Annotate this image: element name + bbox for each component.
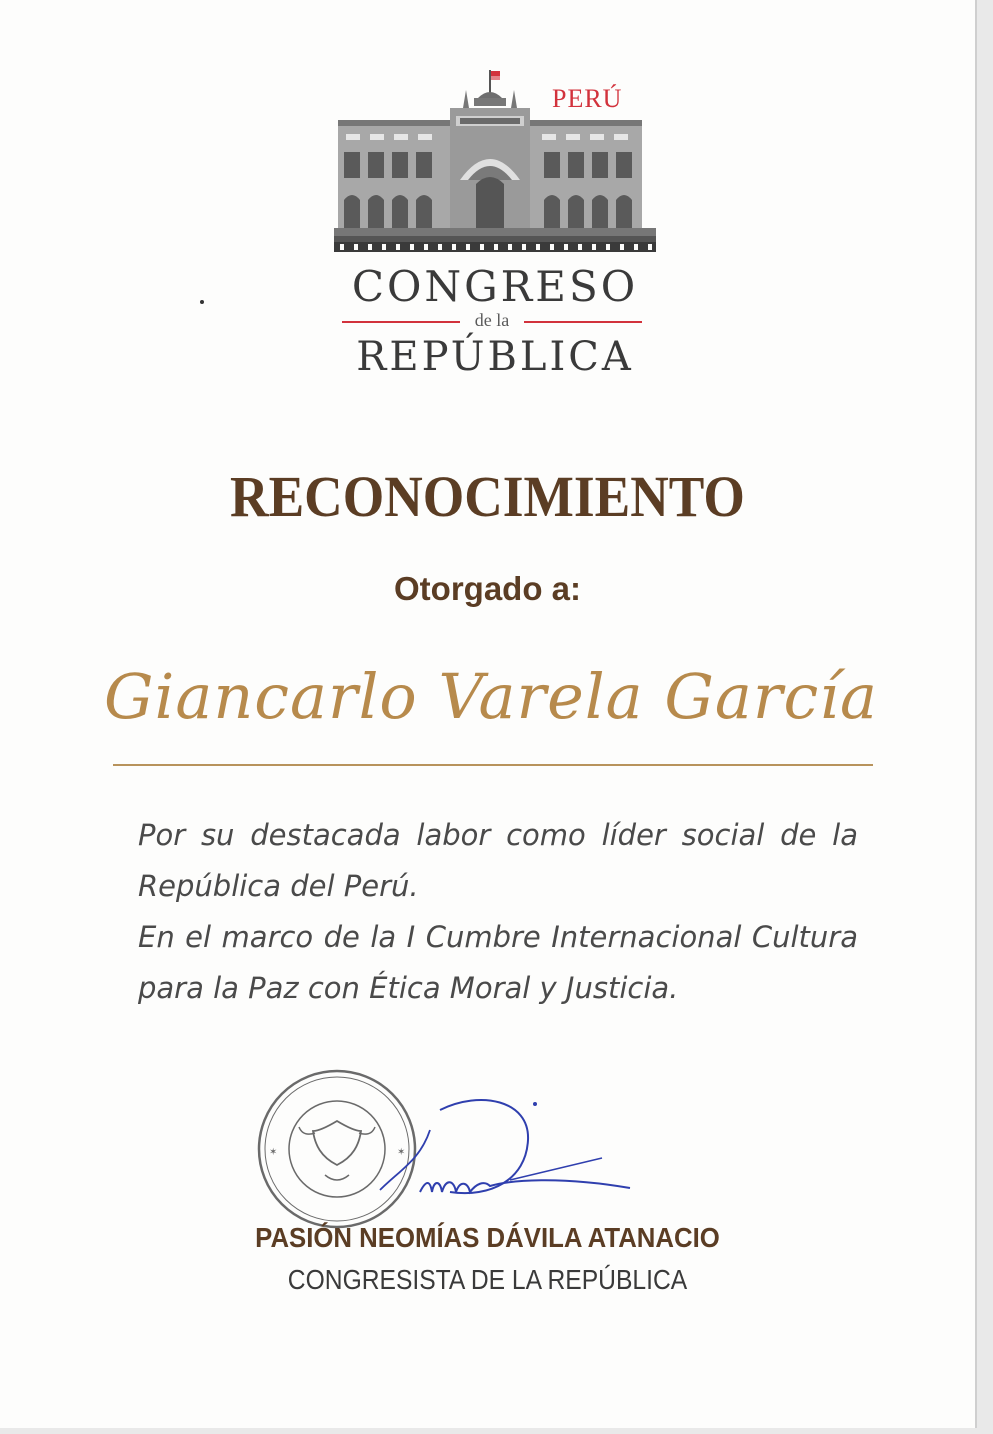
scan-speck <box>200 300 204 304</box>
recipient-underline <box>113 764 873 766</box>
signatory-name: PASIÓN NEOMÍAS DÁVILA ATANACIO <box>255 1222 720 1253</box>
logo-congreso-text: CONGRESO <box>351 262 639 311</box>
svg-text:✶: ✶ <box>269 1147 278 1158</box>
logo-republica-text: REPÚBLICA <box>356 334 634 380</box>
body-paragraph: Por su destacada labor como líder social de la República del Perú. <box>138 818 858 903</box>
awarded-to-label: Otorgado a: <box>394 570 581 607</box>
certificate-body <box>138 810 858 1014</box>
body-paragraph: En el marco de la I Cumbre Internacional Cultura para la Paz con Ética Moral y Justicia. <box>138 920 858 1005</box>
logo-dela-row <box>342 310 642 332</box>
logo-red-rule-right <box>524 321 642 323</box>
logo-dela-text: de la <box>474 310 510 330</box>
certificate-title: RECONOCIMIENTO <box>230 464 745 529</box>
svg-text:✶: ✶ <box>397 1147 406 1158</box>
recipient-name: Giancarlo Varela García <box>104 660 878 733</box>
signatory-role: CONGRESISTA DE LA REPÚBLICA <box>287 1264 688 1295</box>
country-label: PERÚ <box>552 84 623 113</box>
handwritten-signature <box>360 1080 660 1230</box>
